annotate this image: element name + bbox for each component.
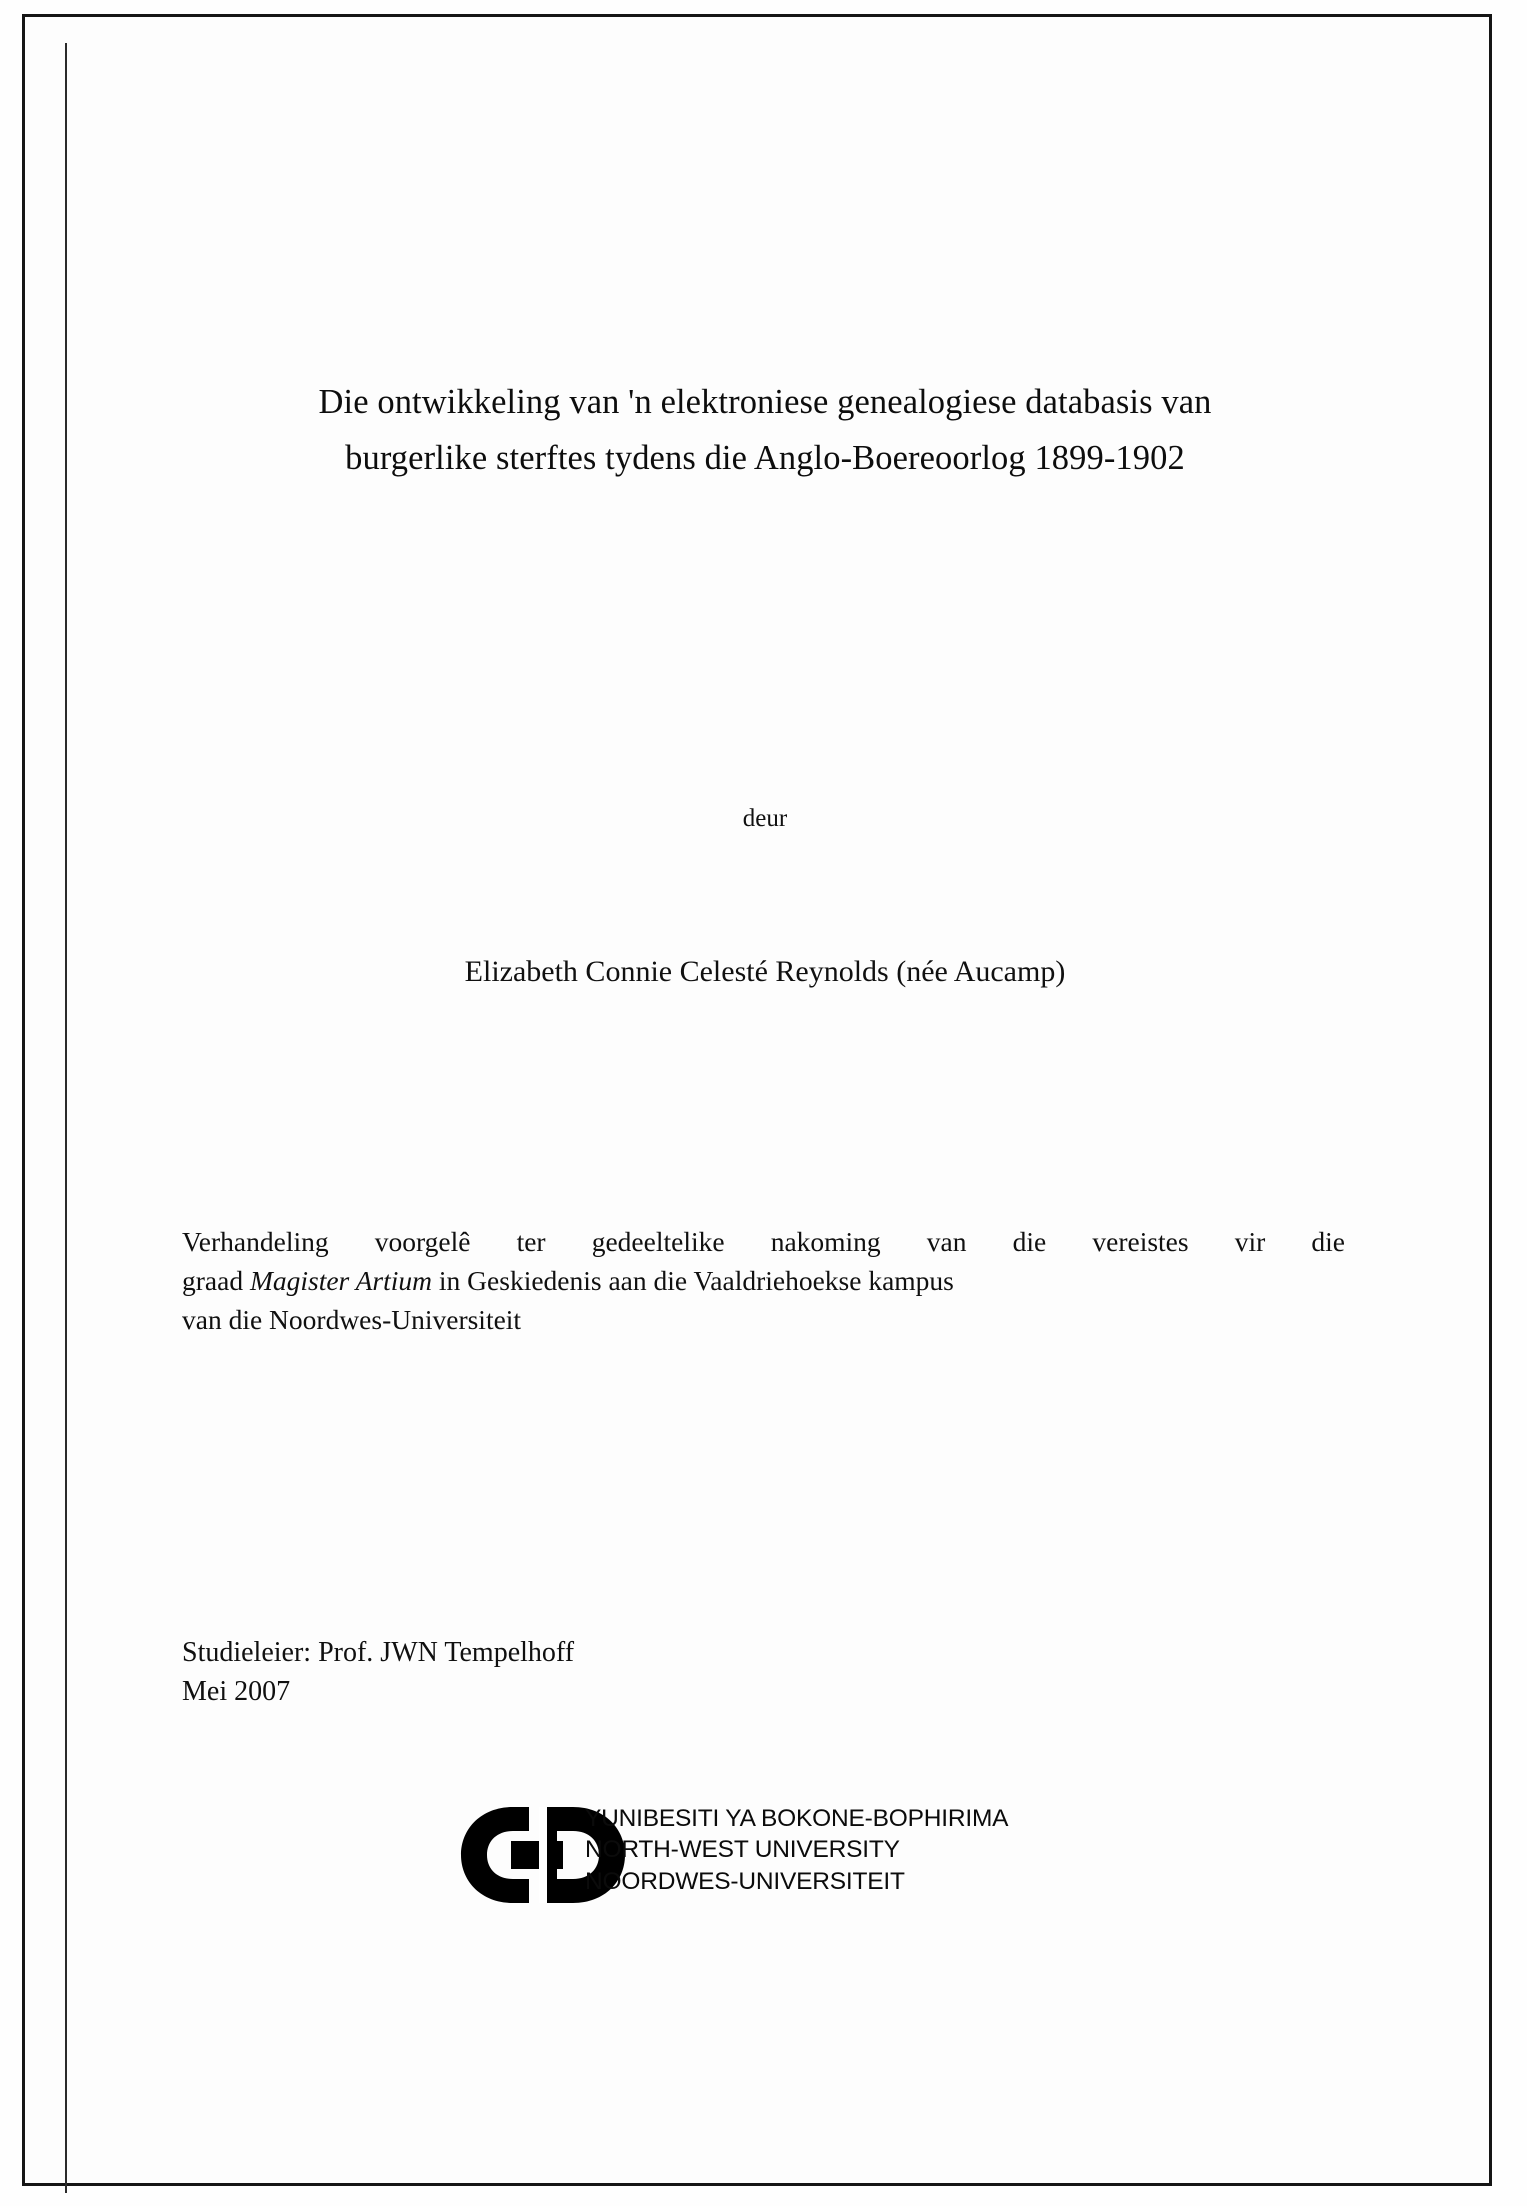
by-label: deur bbox=[742, 805, 788, 832]
logo-text-line-3: NOORDWES-UNIVERSITEIT bbox=[585, 1867, 905, 1895]
degree-statement-line-2-prefix: graad bbox=[182, 1265, 250, 1297]
degree-statement-line-3: van die Noordwes-Universiteit bbox=[182, 1304, 522, 1336]
title-line-1: Die ontwikkeling van 'n elektroniese genealogiese databasis van bbox=[318, 383, 1212, 421]
supervisor-line: Studieleier: Prof. JWN Tempelhoff bbox=[182, 1637, 575, 1668]
supervisor-block bbox=[182, 1634, 1082, 1711]
logo-text-line-1: YUNIBESITI YA BOKONE-BOPHIRIMA bbox=[585, 1805, 1009, 1832]
degree-statement-line-1: Verhandeling voorgelê ter gedeeltelike nakoming van die vereistes vir die bbox=[182, 1226, 1345, 1257]
submission-date: Mei 2007 bbox=[182, 1675, 291, 1707]
university-logo bbox=[455, 1795, 1095, 1915]
logo-text-line-2: NORTH-WEST UNIVERSITY bbox=[585, 1836, 900, 1864]
degree-name-italic: Magister Artium bbox=[249, 1265, 433, 1297]
degree-statement-line-2 bbox=[182, 1261, 1345, 1300]
university-logo-text bbox=[585, 1803, 1008, 1897]
title-line-2: burgerlike sterftes tydens die Anglo-Boereoorlog 1899-1902 bbox=[345, 438, 1185, 477]
degree-statement-line-2-suffix: in Geskiedenis aan die Vaaldriehoekse kampus bbox=[432, 1265, 954, 1297]
degree-statement bbox=[182, 1222, 1345, 1339]
author-name: Elizabeth Connie Celesté Reynolds (née Aucamp) bbox=[464, 955, 1066, 988]
page-title bbox=[175, 375, 1355, 487]
